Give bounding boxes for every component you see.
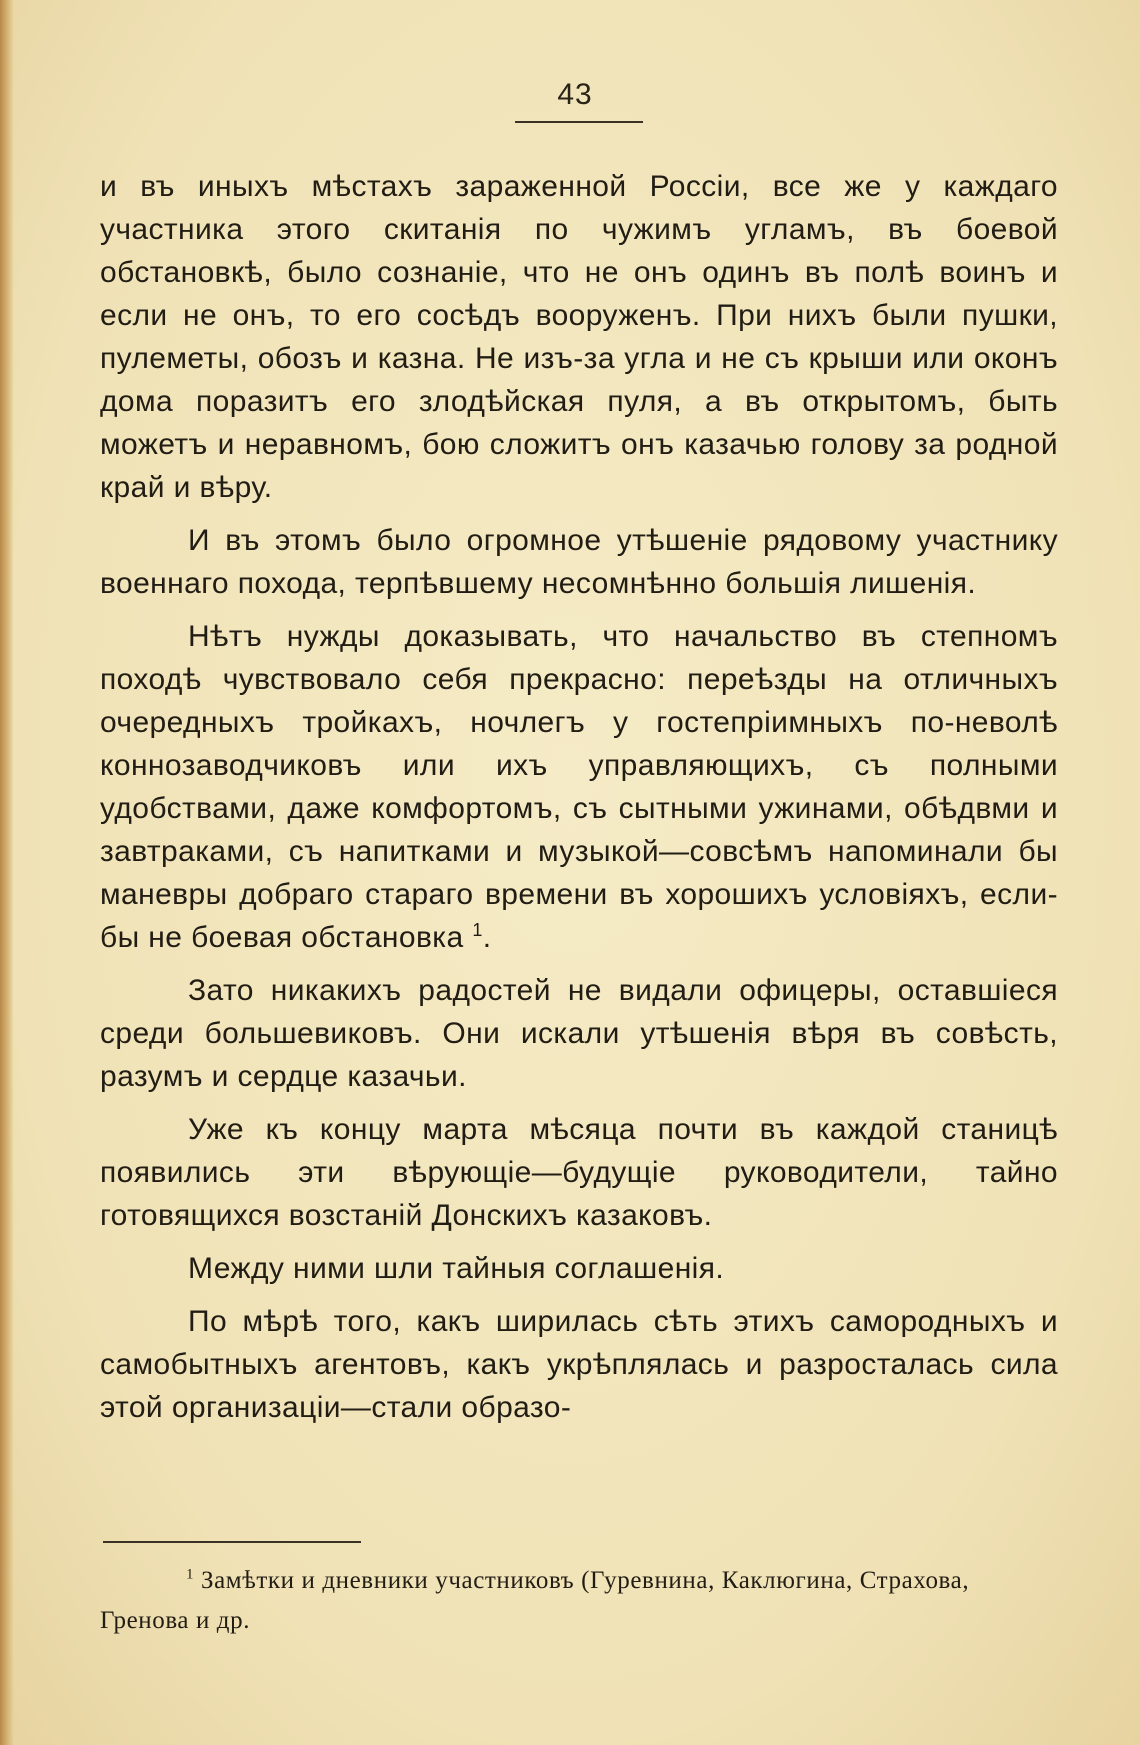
paragraph-text: Нѣтъ нужды доказывать, что начальство въ степномъ походѣ чувствовало себя прекрасно: переѣзды на отличныхъ очередныхъ тройкахъ, ночлегъ у гостепріимныхъ по-неволѣ коннозаводчиковъ или ихъ управляющихъ, съ полными удобствами, даже комфортомъ, съ сытными ужинами, обѣдвми и завтраками, съ напитками и музыкой—совсѣмъ напоминали бы маневры добраго стараго времени въ хорошихъ условіяхъ, если-бы не боевая обстановка <box>100 620 1058 954</box>
paragraph <box>100 165 1058 509</box>
page-number-rule <box>515 121 643 123</box>
paragraph <box>100 1247 1058 1290</box>
paragraph-text: Между ними шли тайныя соглашенія. <box>188 1252 725 1285</box>
paragraph-text: И въ этомъ было огромное утѣшеніе рядовому участнику военнаго похода, терпѣвшему несомнѣнно большія лишенія. <box>100 524 1058 600</box>
main-text <box>100 165 1058 1439</box>
paragraph-text: Уже къ концу марта мѣсяца почти въ каждой станицѣ появились эти вѣрующіе—будущіе руководители, тайно готовящихся возстаній Донскихъ казаковъ. <box>100 1113 1058 1232</box>
paragraph <box>100 1108 1058 1237</box>
paragraph-text: Зато никакихъ радостей не видали офицеры, оставшіеся среди большевиковъ. Они искали утѣшенія вѣря въ совѣсть, разумъ и сердце казачьи. <box>100 974 1058 1093</box>
paragraph <box>100 615 1058 959</box>
paragraph <box>100 1300 1058 1429</box>
paragraph <box>100 519 1058 605</box>
page-spine-edge <box>0 0 14 1745</box>
footnote-text: Замѣтки и дневники участниковъ (Гуревнина, Каклюгина, Страхова, Гренова и др. <box>100 1567 970 1634</box>
page-number: 43 <box>557 78 593 111</box>
footnote <box>100 1561 1060 1641</box>
footnote-reference: 1 <box>472 920 483 940</box>
footnote-paragraph <box>100 1561 1060 1641</box>
paragraph-text: По мѣрѣ того, какъ ширилась сѣть этихъ самородныхъ и самобытныхъ агентовъ, какъ укрѣплялась и разросталась сила этой организаціи—стали образо- <box>100 1305 1058 1424</box>
paragraph <box>100 969 1058 1098</box>
footnote-rule <box>103 1541 361 1543</box>
paragraph-tail: . <box>482 921 492 954</box>
paragraph-text: и въ иныхъ мѣстахъ зараженной Россіи, все же у каждаго участника этого скитанія по чужимъ угламъ, въ боевой обстановкѣ, было сознаніе, что не онъ одинъ въ полѣ воинъ и если не онъ, то его сосѣдъ вооруженъ. При нихъ были пушки, пулеметы, обозъ и казна. Не изъ-за угла и не съ крыши или оконъ дома поразитъ его злодѣйская пуля, а въ открытомъ, быть можетъ и неравномъ, бою сложитъ онъ казачью голову за родной край и вѣру. <box>100 170 1058 504</box>
footnote-marker: 1 <box>186 1566 195 1583</box>
